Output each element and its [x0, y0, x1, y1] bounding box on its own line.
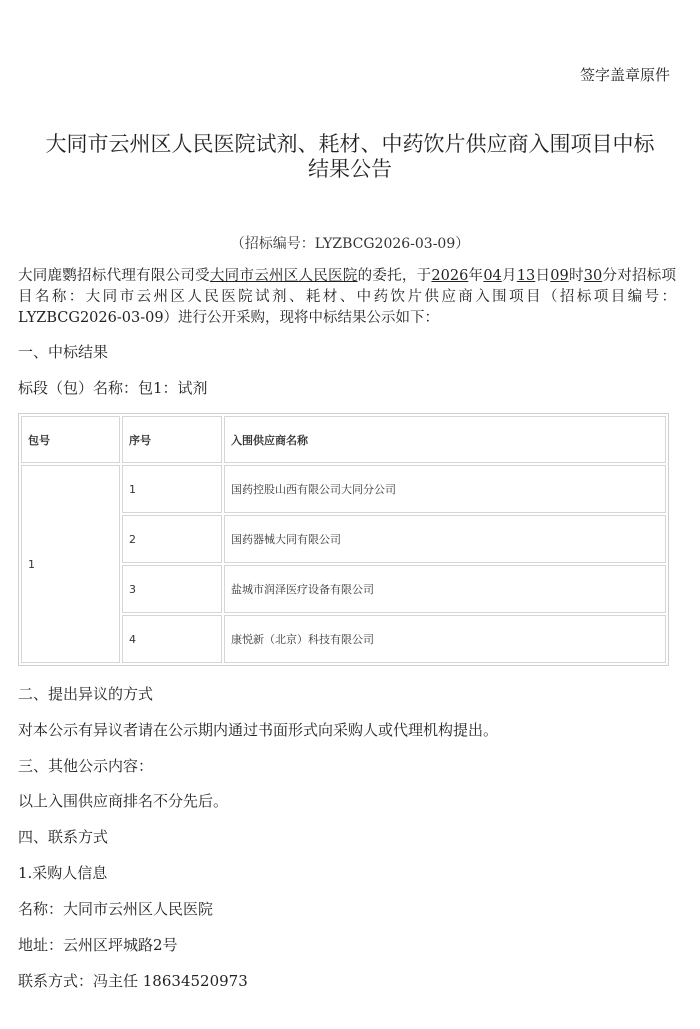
intro-text-3: 分对招标项目名称：大同市云州区人民医院试剂、耗材、中药饮片供应商入围项目（招标项目编号：LYZBCG2026-03-09）进行公开采购，现将中标结果公示如下： — [18, 268, 677, 326]
table-header-row — [21, 416, 666, 463]
title-line-1: 大同市云州区人民医院试剂、耗材、中药饮片供应商入围项目中标 — [45, 132, 655, 156]
month-unit: 月 — [501, 268, 517, 284]
seq-cell: 4 — [122, 615, 222, 663]
section-4-heading: 四、联系方式 — [18, 828, 109, 846]
table-row — [21, 465, 666, 513]
year-unit: 年 — [468, 268, 484, 284]
section-2-heading: 二、提出异议的方式 — [18, 685, 154, 703]
document-title — [16, 132, 684, 182]
lot-name: 标段（包）名称：包1：试剂 — [18, 379, 208, 397]
intro-text-2: 的委托，于 — [357, 268, 432, 284]
header-package-no: 包号 — [21, 416, 120, 463]
header-supplier-name: 入围供应商名称 — [224, 416, 666, 463]
other-content-text: 以上入围供应商排名不分先后。 — [18, 792, 229, 810]
purchaser-contact: 联系方式：冯主任 18634520973 — [18, 972, 248, 990]
package-no-cell: 1 — [21, 465, 120, 663]
seq-cell: 2 — [122, 515, 222, 563]
bid-number: （招标编号：LYZBCG2026-03-09） — [230, 236, 470, 252]
header-seq: 序号 — [122, 416, 222, 463]
result-table — [18, 413, 669, 666]
supplier-name-cell: 康悦新（北京）科技有限公司 — [224, 615, 666, 663]
date-day: 13 — [516, 268, 536, 284]
purchaser-name: 名称：大同市云州区人民医院 — [18, 900, 214, 918]
section-1-heading: 一、中标结果 — [18, 343, 109, 361]
purchaser-address: 地址：云州区坪城路2号 — [18, 936, 178, 954]
seq-cell: 3 — [122, 565, 222, 613]
date-month: 04 — [483, 268, 502, 284]
supplier-name-cell: 国药器械大同有限公司 — [224, 515, 666, 563]
intro-paragraph — [18, 266, 676, 329]
time-hour: 09 — [550, 268, 569, 284]
purchaser-info-heading: 1.采购人信息 — [18, 864, 108, 882]
supplier-name-cell: 国药控股山西有限公司大同分公司 — [224, 465, 666, 513]
day-unit: 日 — [535, 268, 551, 284]
hour-unit: 时 — [568, 268, 584, 284]
objection-text: 对本公示有异议者请在公示期内通过书面形式向采购人或代理机构提出。 — [18, 721, 499, 739]
time-minute: 30 — [583, 268, 603, 284]
supplier-name-cell: 盐城市润泽医疗设备有限公司 — [224, 565, 666, 613]
intro-text-1: 大同鹿鹦招标代理有限公司受 — [18, 268, 210, 284]
title-line-2: 结果公告 — [308, 157, 392, 181]
stamp-note: 签字盖章原件 — [579, 66, 670, 84]
seq-cell: 1 — [122, 465, 222, 513]
date-year: 2026 — [431, 268, 469, 284]
client-name: 大同市云州区人民医院 — [209, 268, 358, 284]
section-3-heading: 三、其他公示内容： — [18, 757, 154, 775]
